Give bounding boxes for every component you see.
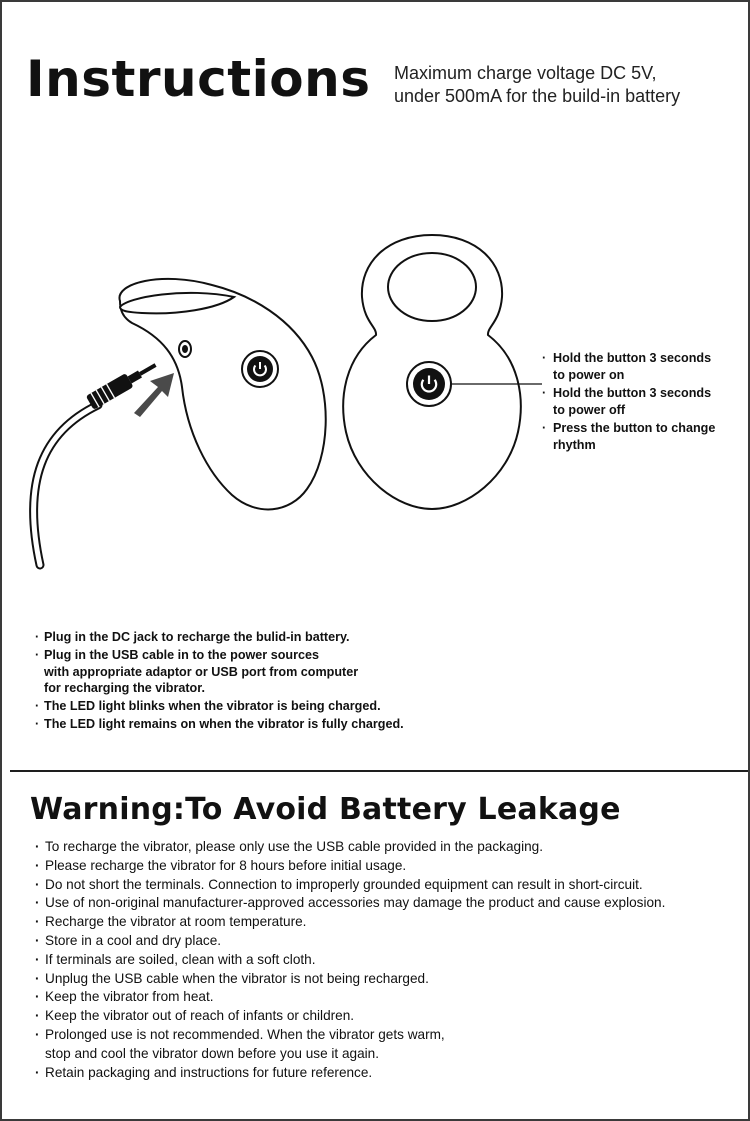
list-item: · The LED light remains on when the vibrator is fully charged. <box>35 716 404 733</box>
list-item: · Press the button to change rhythm <box>542 420 715 453</box>
list-item: · The LED light blinks when the vibrator is being charged. <box>35 698 404 715</box>
list-item: · Store in a cool and dry place. <box>35 932 665 951</box>
power-icon <box>242 351 278 387</box>
list-item: · Use of non-original manufacturer-approved accessories may damage the product and cause explosion. <box>35 894 665 913</box>
list-item: · Keep the vibrator out of reach of infants or children. <box>35 1007 665 1026</box>
list-item: · Recharge the vibrator at room temperature. <box>35 913 665 932</box>
list-item: · If terminals are soiled, clean with a soft cloth. <box>35 951 665 970</box>
power-icon <box>407 362 451 406</box>
list-item: · Retain packaging and instructions for future reference. <box>35 1064 665 1083</box>
charging-instructions <box>35 629 404 734</box>
page-title: Instructions <box>26 50 371 108</box>
arrow-icon <box>134 373 174 417</box>
charge-note-line-1: Maximum charge voltage DC 5V, <box>394 63 657 83</box>
list-item: · To recharge the vibrator, please only use the USB cable provided in the packaging. <box>35 838 665 857</box>
list-item: · Plug in the DC jack to recharge the bulid-in battery. <box>35 629 404 646</box>
list-item: · Prolonged use is not recommended. When the vibrator gets warm, stop and cool the vibrator down before you use it again. <box>35 1026 665 1064</box>
list-item: · Hold the button 3 seconds to power off <box>542 385 715 418</box>
warning-title: Warning:To Avoid Battery Leakage <box>30 792 621 827</box>
list-item: · Keep the vibrator from heat. <box>35 988 665 1007</box>
section-divider <box>10 770 748 772</box>
charge-note-line-2: under 500mA for the build-in battery <box>394 86 681 106</box>
list-item: · Please recharge the vibrator for 8 hours before initial usage. <box>35 857 665 876</box>
list-item: · Do not short the terminals. Connection to improperly grounded equipment can result in short-circuit. <box>35 876 665 895</box>
list-item: · Hold the button 3 seconds to power on <box>542 350 715 383</box>
button-instructions <box>542 350 715 455</box>
list-item: · Unplug the USB cable when the vibrator is not being recharged. <box>35 970 665 989</box>
charge-voltage-note <box>394 62 680 108</box>
warning-list <box>35 838 665 1082</box>
list-item: · Plug in the USB cable in to the power sources with appropriate adaptor or USB port from computer for recharging the vibrator. <box>35 647 404 697</box>
